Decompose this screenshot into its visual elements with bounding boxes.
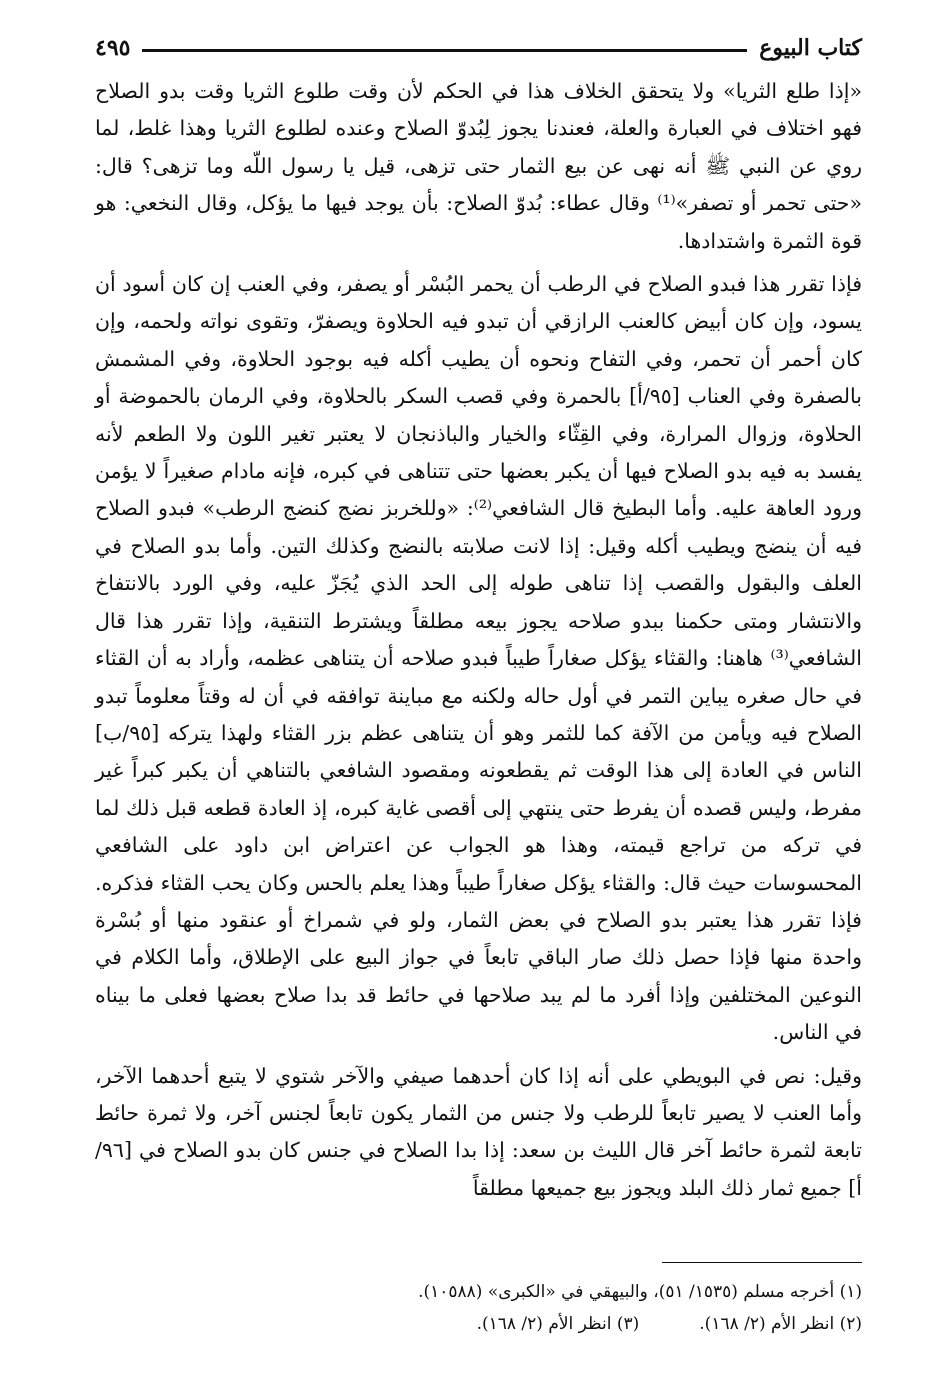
footnote-2: (٢) انظر الأم (٢/ ١٦٨).: [699, 1314, 862, 1334]
header-rule: [142, 49, 747, 52]
paragraph: فإذا تقرر هذا فبدو الصلاح في الرطب أن يحمر البُسْر أو يصفر، وفي العنب إن كان أسود أن يسود، وإن كان أبيض كالعنب الرازقي أن تبدو فيه الحلاوة ويصفرّ، وتقوى نواته ولحمه، وإن كان أحمر أن تحمر، وفي التفاح ونحوه أن يطيب أكله فيه بوجود الحلاوة، وفي المشمش بالصفرة وفي العناب [٩٥/أ] بالحمرة وفي قصب السكر بالحلاوة، وفي الرمان بالحموضة أو الحلاوة، وزوال المرارة، وفي القِثّاء والخيار والباذنجان لا يعتبر تغير اللون ولا الطعم لأنه يفسد به فيه بدو الصلاح فيها أن يكبر بعضها حتى تتناهى في كبره، فإنه مادام صغيراً لا يؤمن ورود العاهة عليه. وأما البطيخ قال الشافعي⁽²⁾: «وللخربز نضج كنضج الرطب» فبدو الصلاح فيه أن ينضج ويطيب أكله وقيل: إذا لانت صلابته بالنضج وكذلك التين. وأما بدو الصلاح في العلف والبقول والقصب إذا تناهى طوله إلى الحد الذي يُجَزّ عليه، وفي الورد بالانتفاخ والانتشار ومتى حكمنا ببدو صلاحه يجوز بيعه مطلقاً ويشترط التنقية، وإذا تقرر هذا قال الشافعي⁽³⁾ هاهنا: والقثاء يؤكل صغاراً طيباً فبدو صلاحه أن يتناهى عظمه، وأراد به أن القثاء في حال صغره يباين التمر في أول حاله ولكنه مع مباينة توافقه في أن له وقتاً معلوماً تبدو الصلاح فيه ويأمن من الآفة كما للثمر وهو أن يتناهى عظم بزر القثاء ولهذا يتركه [٩٥/ب] الناس في العادة إلى هذا الوقت ثم يقطعونه ومقصود الشافعي بالتناهي أن يكبر كبراً غير مفرط، وليس قصده أن يفرط حتى ينتهي إلى أقصى غاية كبره، إذ العادة قطعه قبل ذلك لما في تركه من تراجع قيمته، وهذا هو الجواب عن اعتراض ابن داود على الشافعي المحسوسات حيث قال: والقثاء يؤكل صغاراً طيباً وهذا يعلم بالحس وكان يحب القثاء فذكره. فإذا تقرر هذا يعتبر بدو الصلاح في بعض الثمار، ولو في شمراخ أو عنقود منها أو بُسْرة واحدة منها فإذا حصل ذلك صار الباقي تابعاً في جواز البيع على الإطلاق، وأما الكلام في النوعين المختلفين وإذا أفرد ما لم يبد صلاحها في حائط قد بدا صلاح بعضها فعلى ما بيناه في الناس.: [95, 272, 862, 1045]
footnote-separator: [662, 1262, 862, 1263]
chapter-title: كتاب البيوع: [759, 35, 862, 61]
paragraph: وقيل: نص في البويطي على أنه إذا كان أحدهما صيفي والآخر شتوي لا يتبع أحدهما الآخر، وأما العنب لا يصير تابعاً للرطب ولا جنس من الثمار يكون تابعاً لجنس آخر، ولا ثمرة حائط تابعة لثمرة حائط آخر قال الليث بن سعد: إذا بدا الصلاح في جنس كان بدو الصلاح في [٩٦/أ] جميع ثمار ذلك البلد ويجوز بيع جميعها مطلقاً: [95, 1063, 862, 1200]
footnote-3: (٣) انظر الأم (٢/ ١٦٨).: [476, 1314, 640, 1334]
page-number: ٤٩٥: [95, 35, 131, 61]
footnote-row: [95, 1276, 862, 1308]
footnotes: [95, 1276, 862, 1340]
paragraph: «إذا طلع الثريا» ولا يتحقق الخلاف هذا في الحكم لأن وقت طلوع الثريا وقت بدو الصلاح فهو اختلاف في العبارة والعلة، فعندنا يجوز لِبُدوّ الصلاح وعنده لطلوع الثريا وهذا غلط، لما روي عن النبي ﷺ أنه نهى عن بيع الثمار حتى تزهى، قيل يا رسول اللّه وما تزهى؟ قال: «حتى تحمر أو تصفر»⁽¹⁾ وقال عطاء: بُدوّ الصلاح: بأن يوجد فيها ما يؤكل، وقال النخعي: هو قوة الثمرة واشتدادها.: [95, 79, 862, 253]
page-header: [95, 28, 862, 68]
main-text: [95, 73, 862, 1207]
footnote-1: (١) أخرجه مسلم (١٥٣٥/ ٥١)، والبيهقي في «الكبرى» (١٠٥٨٨).: [418, 1282, 862, 1302]
footnote-row: [95, 1308, 862, 1340]
